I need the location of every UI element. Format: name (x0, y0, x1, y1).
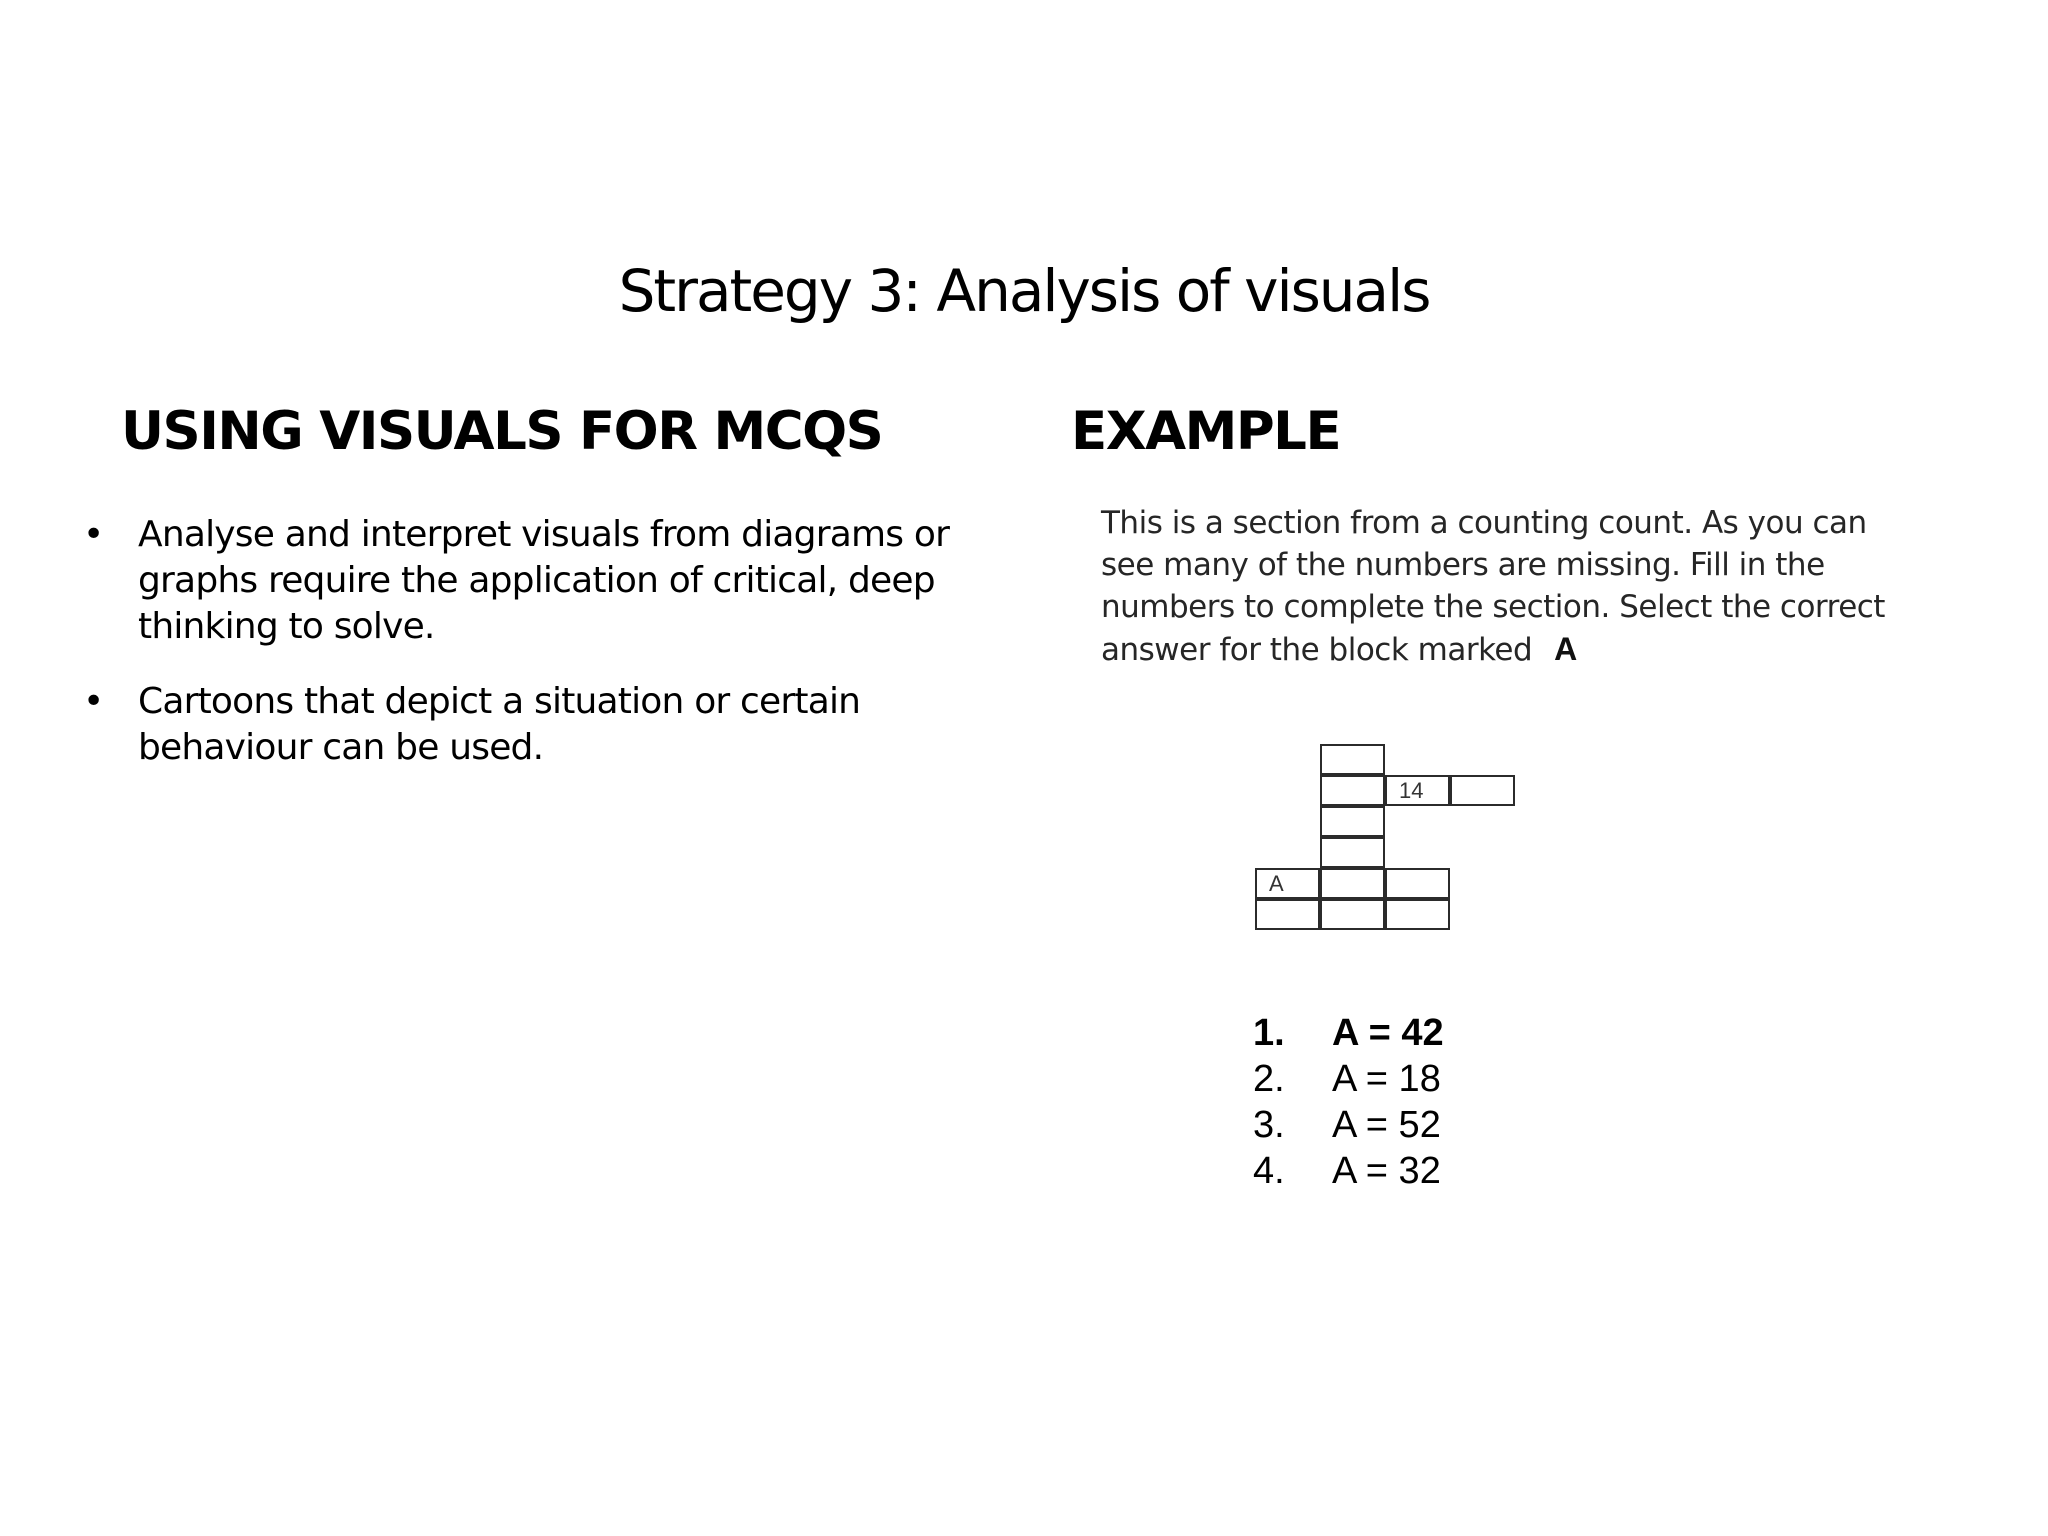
left-column-heading: USING VISUALS FOR MCQS (121, 401, 883, 462)
grid-cell (1320, 744, 1385, 775)
bullet-list (83, 512, 1003, 800)
example-description (1101, 502, 1921, 671)
answer-option-text: A = 42 (1332, 1012, 1444, 1054)
grid-cell-marked-label: A (1269, 871, 1284, 896)
grid-cell (1320, 806, 1385, 837)
grid-cell (1385, 868, 1450, 899)
example-marker: A (1554, 631, 1577, 667)
bullet-item (83, 679, 1003, 771)
answer-option (1253, 1056, 1444, 1102)
grid-cell-number (1385, 775, 1450, 806)
answer-option-text: A = 52 (1332, 1104, 1441, 1146)
example-text: This is a section from a counting count. As you can see many of the numbers are missing. Fill in the numbers to complete the section. Select the correct answer for the block marked (1101, 505, 1885, 668)
grid-cell (1450, 775, 1515, 806)
grid-cell (1255, 899, 1320, 930)
answer-option (1253, 1102, 1444, 1148)
answer-option-number: 4. (1253, 1150, 1285, 1192)
answer-option-number: 1. (1253, 1012, 1285, 1054)
grid-cell-marked (1255, 868, 1320, 899)
answer-option-text: A = 32 (1332, 1150, 1441, 1192)
answer-option (1253, 1148, 1444, 1194)
answer-option-number: 3. (1253, 1104, 1285, 1146)
bullet-icon: • (83, 514, 104, 555)
answer-option (1253, 1010, 1444, 1056)
right-column-heading: EXAMPLE (1071, 401, 1341, 462)
slide-title: Strategy 3: Analysis of visuals (618, 257, 1430, 325)
grid-cell (1320, 868, 1385, 899)
grid-cell (1320, 775, 1385, 806)
bullet-text: Analyse and interpret visuals from diagrams or graphs require the application of critical, deep thinking to solve. (138, 514, 950, 647)
bullet-text: Cartoons that depict a situation or certain behaviour can be used. (138, 681, 861, 768)
bullet-icon: • (83, 681, 104, 722)
grid-cell (1385, 899, 1450, 930)
bullet-item (83, 512, 1003, 650)
answer-option-text: A = 18 (1332, 1058, 1441, 1100)
answer-options (1253, 1010, 1444, 1194)
grid-cell-number-label: 14 (1399, 778, 1424, 803)
grid-cell (1320, 899, 1385, 930)
grid-cell (1320, 837, 1385, 868)
answer-option-number: 2. (1253, 1058, 1285, 1100)
